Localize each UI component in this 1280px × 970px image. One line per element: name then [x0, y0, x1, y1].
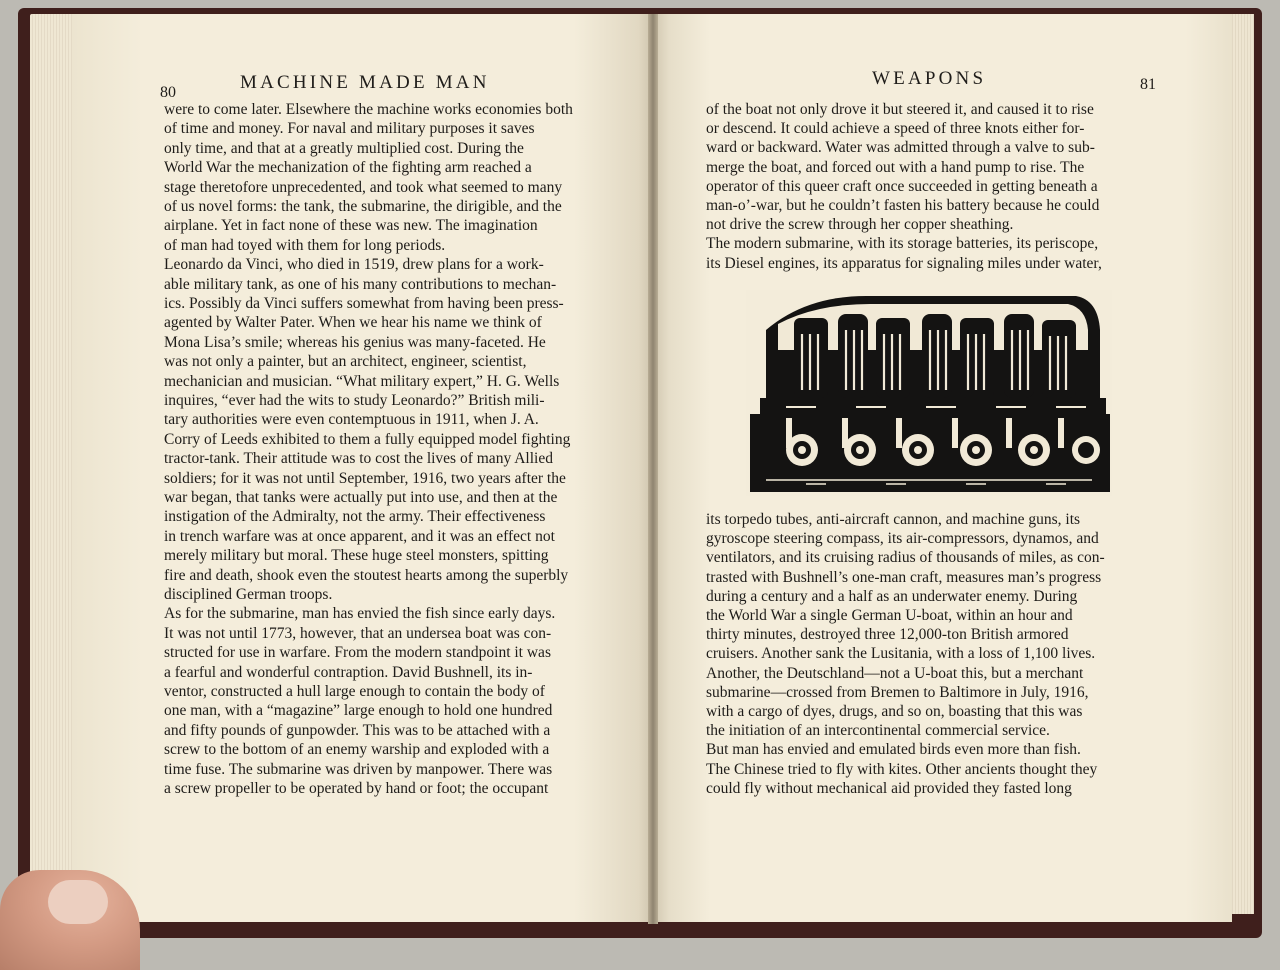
text-line: It was not until 1773, however, that an undersea boat was con- [164, 624, 552, 642]
text-line: ics. Possibly da Vinci suffers somewhat from having been press- [164, 295, 564, 312]
text-line: a fearful and wonderful contraption. David Bushnell, its in- [164, 663, 533, 681]
text-line: gyroscope steering compass, its air-compressors, dynamos, and [706, 530, 1099, 548]
text-line: Another, the Deutschland—not a U-boat this, but a merchant [706, 664, 1084, 682]
text-line: during a century and a half as an underwater enemy. During [706, 587, 1078, 605]
text-line: Leonardo da Vinci, who died in 1519, drew plans for a work- [164, 256, 544, 274]
text-line: inquires, “ever had the wits to study Leonardo?” British mili- [164, 392, 545, 409]
text-line: time fuse. The submarine was driven by manpower. There was [164, 760, 553, 778]
text-line: World War the mechanization of the fighting arm reached a [164, 159, 532, 177]
text-line: only time, and that at a greatly multiplied cost. During the [164, 139, 524, 157]
text-line: were to come later. Elsewhere the machine works economies both [164, 101, 573, 118]
text-line: ventilators, and its cruising radius of thousands of miles, as con- [706, 549, 1105, 567]
text-line: mechanician and musician. “What military expert,” H. G. Wells [164, 372, 560, 390]
text-line: of us novel forms: the tank, the submarine, the dirigible, and the [164, 198, 562, 215]
text-line: in trench warfare was at once apparent, and it was an effect not [164, 527, 555, 545]
text-line: operator of this queer craft once succeeded in getting beneath a [706, 177, 1098, 195]
text-line: Mona Lisa’s smile; whereas his genius was many-faceted. He [164, 333, 546, 351]
left-running-head: MACHINE MADE MAN [240, 72, 490, 93]
text-line: its torpedo tubes, anti-aircraft cannon, and machine guns, its [706, 511, 1081, 528]
book-gutter [648, 14, 658, 924]
left-page-number: 80 [160, 84, 176, 101]
text-line: one man, with a “magazine” large enough to hold one hundred [164, 702, 553, 720]
text-line: stage theretofore unprecedented, and took what seemed to many [164, 178, 563, 196]
text-line: its Diesel engines, its apparatus for signaling miles under water, [706, 254, 1102, 272]
text-line: or descend. It could achieve a speed of three knots either for- [706, 120, 1085, 138]
engine-woodcut-icon [746, 290, 1112, 496]
text-line: The modern submarine, with its storage batteries, its periscope, [706, 235, 1099, 253]
text-line: soldiers; for it was not until September, 1916, two years after the [164, 469, 566, 487]
text-line: As for the submarine, man has envied the fish since early days. [164, 605, 556, 623]
text-line: ventor, constructed a hull large enough to contain the body of [164, 683, 545, 700]
text-line: was not only a painter, but an architect, engineer, scientist, [164, 353, 527, 371]
right-page-number: 81 [1140, 76, 1156, 93]
text-line: disciplined German troops. [164, 586, 333, 603]
text-line: war began, that tanks were actually put into use, and then at the [164, 489, 558, 506]
thumb-nail [48, 880, 108, 924]
text-line: able military tank, as one of his many contributions to mechan- [164, 275, 557, 293]
text-line: agented by Walter Pater. When we hear his name we think of [164, 314, 542, 332]
text-line: merge the boat, and forced out with a hand pump to rise. The [706, 158, 1085, 176]
text-line: structed for use in warfare. From the modern standpoint it was [164, 644, 551, 662]
text-line: tractor-tank. Their attitude was to cost the lives of many Allied [164, 450, 553, 468]
text-line: cruisers. Another sank the Lusitania, with a loss of 1,100 lives. [706, 645, 1096, 663]
text-line: the initiation of an intercontinental commercial service. [706, 722, 1050, 740]
text-line: submarine—crossed from Bremen to Baltimore in July, 1916, [706, 683, 1089, 701]
text-line: airplane. Yet in fact none of these was new. The imagination [164, 217, 538, 235]
text-line: Corry of Leeds exhibited to them a fully equipped model fighting [164, 430, 571, 448]
right-running-head: WEAPONS [872, 68, 987, 89]
text-line: ward or backward. Water was admitted through a valve to sub- [706, 139, 1095, 157]
text-line: of man had toyed with them for long periods. [164, 236, 446, 254]
text-line: could fly without mechanical aid provided they fasted long [706, 779, 1072, 797]
text-line: with a cargo of dyes, drugs, and so on, boasting that this was [706, 703, 1083, 720]
text-line: man-o’-war, but he couldn’t fasten his battery because he could [706, 197, 1100, 214]
text-line: the World War a single German U-boat, within an hour and [706, 607, 1073, 624]
text-line: and fifty pounds of gunpowder. This was to be attached with a [164, 721, 551, 739]
text-line: tary authorities were even contemptuous in 1911, when J. A. [164, 411, 539, 429]
text-line: thirty minutes, destroyed three 12,000-ton British armored [706, 626, 1069, 644]
text-line: merely military but moral. These huge steel monsters, spitting [164, 547, 549, 565]
text-line: fire and death, shook even the stoutest hearts among the superbly [164, 566, 569, 584]
text-line: But man has envied and emulated birds even more than fish. [706, 741, 1081, 759]
text-line: of the boat not only drove it but steered it, and caused it to rise [706, 101, 1094, 118]
text-line: instigation of the Admiralty, not the army. Their effectiveness [164, 508, 546, 526]
text-line: trasted with Bushnell’s one-man craft, measures man’s progress [706, 568, 1102, 586]
text-line: The Chinese tried to fly with kites. Other ancients thought they [706, 760, 1098, 778]
text-line: a screw propeller to be operated by hand or foot; the occupant [164, 780, 549, 797]
text-line: screw to the bottom of an enemy warship and exploded with a [164, 741, 550, 759]
text-line: of time and money. For naval and military purposes it saves [164, 120, 535, 138]
text-line: not drive the screw through her copper sheathing. [706, 216, 1014, 234]
